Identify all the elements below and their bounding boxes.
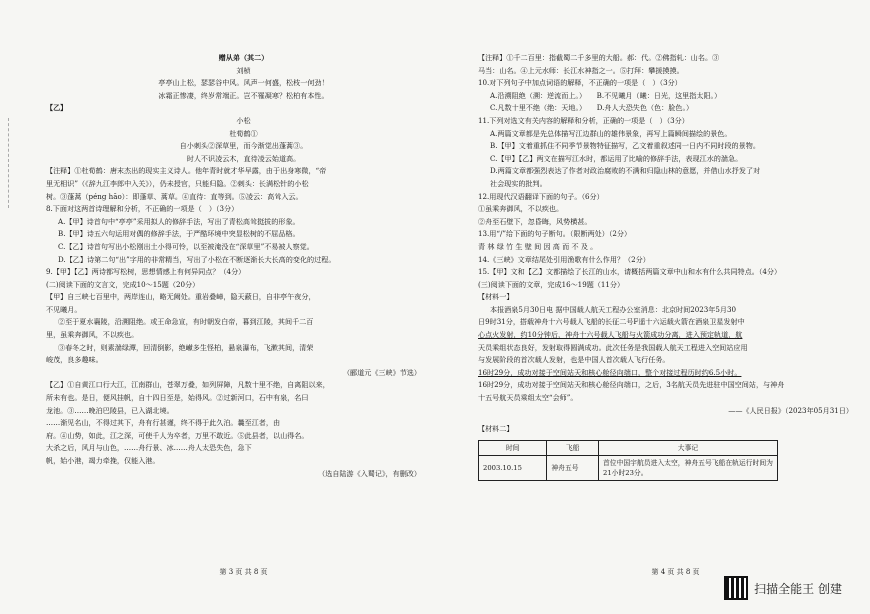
option: B.【甲】文着重抓住不同季节景物特征描写，乙文着重叙述同一日内不同时段的景物。 bbox=[490, 141, 760, 151]
material-1-label: 【材料一】 bbox=[478, 292, 514, 302]
table-header: 时间 bbox=[479, 440, 547, 455]
question-8: 8.下面对这两首诗理解和分析，不正确的一项是（ ）（3分） bbox=[46, 204, 239, 214]
question-10: 10.对下列句子中加点词语的解释，不正确的一项是（ ）（3分） bbox=[478, 78, 682, 88]
label-yi: 【乙】 bbox=[46, 103, 68, 113]
material-1-line: 心点火发射，约10分钟后，神舟十六号载人飞船与火箭成功分离，进入预定轨道，航 bbox=[478, 330, 743, 340]
question-9: 9.【甲】【乙】两诗都写松树，思想情感上有何异同点？（4分） bbox=[46, 267, 246, 277]
poem2-line: 自小刺头②深草里，而今渐觉出蓬蒿③。 bbox=[179, 141, 308, 151]
note-line: 里无相识”（《辞九江李郎中入关》），仍未授官，只能归隐。②刺头：长满松针的小松 bbox=[46, 178, 309, 188]
text-yi-line: 府。④山势，如此，江之深，可使千人为卒者，万里不敢近。⑤此县者，以山得名。 bbox=[46, 430, 309, 440]
table-header: 大事记 bbox=[599, 440, 778, 455]
material-1-line: 16时29分，成功对接于空间站天和核心舱径向端口，之后，3名航天员先进驻中国空间站，与神舟 bbox=[478, 380, 785, 390]
option: A.沿溯阻绝（溯：逆流而上。） B.不见曦月（曦：日光，这里指太阳。） bbox=[490, 90, 722, 100]
poem1-line: 亭亭山上松，瑟瑟谷中风。风声一何盛，松枝一何劲！ bbox=[158, 78, 329, 88]
table-header-row bbox=[479, 440, 778, 455]
option: A.【甲】诗首句中“亭亭”采用拟人的修辞手法，写出了青松高耸挺拔的形象。 bbox=[58, 216, 300, 226]
text-jia-line: ②至于夏水襄陵，沿溯阻绝。或王命急宣，有时朝发白帝，暮到江陵，其间千二百 bbox=[58, 317, 314, 327]
page-4 bbox=[478, 40, 870, 585]
poem1-author: 刘桢 bbox=[236, 65, 251, 75]
option: D.两篇文章都强烈表达了作者对政治腐败的不满和归隐山林的意愿，并借山水抒发了对 bbox=[490, 166, 761, 176]
material-2-label: 【材料二】 bbox=[478, 424, 514, 434]
option: C.【甲】【乙】两文在描写江水时，都运用了比喻的修辞手法，表现江水的湍急。 bbox=[490, 153, 743, 163]
section-3-heading: (三)阅读下面的文章，完成16～19题（11分） bbox=[478, 279, 625, 289]
material-1-source: ——《人民日报》（2023年05月31日） bbox=[728, 405, 853, 415]
poem1-line: 冰霜正惨凄，终岁常端正。岂不罹凝寒？松柏有本性。 bbox=[158, 90, 329, 100]
watermark-text: 扫描全能王 创建 bbox=[754, 581, 842, 596]
table-cell: 首位中国宇航员进入太空，神舟五号飞船在轨运行时间为21小时23分。 bbox=[599, 455, 778, 480]
text-yi-line: 【乙】①自黄江口行大江，江南群山，苍翠万叠，如列屏障，凡数十里不绝，自离阻以来， bbox=[46, 380, 330, 390]
question-15: 15.【甲】文和【乙】文都描绘了长江的山水，请概括两篇文章中山和水有什么共同特点。（4分） bbox=[478, 267, 782, 277]
q12-item: ①虽乘奔御风，不以疾也。 bbox=[478, 204, 564, 214]
note-line: 树。③蓬蒿（péng hāo）：即蓬草、蒿草。④直待：直等到。⑤凌云：高耸入云。 bbox=[46, 191, 303, 201]
poem2-author: 杜荀鹤① bbox=[229, 128, 258, 138]
text-yi-line: ……渐见名山，不得过其下，舟有行甚谨，终不得于此久泊。曩至江者，由 bbox=[46, 418, 281, 428]
table-row bbox=[479, 455, 778, 480]
text-jia-line: 峻茂，良多趣味。 bbox=[46, 355, 103, 365]
text-jia-line: 【甲】自三峡七百里中，两岸连山，略无阙处。重岩叠嶂，隐天蔽日，自非亭午夜分， bbox=[46, 292, 316, 302]
text-jia-line: 不见曦月。 bbox=[46, 304, 82, 314]
material-1-line: 日9时31分，搭载神舟十六号载人飞船的长征二号F遥十六运载火箭在酒泉卫星发射中 bbox=[478, 317, 745, 327]
page-3 bbox=[46, 40, 441, 585]
q12-item: ②舟至石壁下，忽昏晦，风势横甚。 bbox=[478, 216, 592, 226]
question-14: 14.《三峡》文章结尾处引用渔歌有什么作用？（2分） bbox=[478, 254, 650, 264]
material-1-line: 与发展阶段的首次载人发射，也是中国人首次载人飞行任务。 bbox=[478, 355, 670, 365]
text-jia-source: （郦道元《三峡》节选） bbox=[342, 367, 421, 377]
qr-code-icon bbox=[724, 576, 748, 600]
binding-line bbox=[8, 118, 35, 208]
option: A.两篇文章都是先总体描写江边群山的雄伟景象，再写上篇瞬间描绘的景色。 bbox=[490, 128, 732, 138]
events-table bbox=[478, 440, 778, 481]
note-line: 马当：山名。④上元水师：长江水神指之一。⑤打拜：攀援摸摸。 bbox=[478, 65, 684, 75]
text-jia-line: ③春冬之时，则素湍绿潭，回清倒影，绝𪩘多生怪柏，悬泉瀑布，飞漱其间，清荣 bbox=[58, 342, 314, 352]
material-1-line: 本报酒泉5月30日电 据中国载人航天工程办公室消息：北京时间2023年5月30 bbox=[490, 304, 737, 314]
text-jia-line: 里，虽乘奔御风，不以疾也。 bbox=[46, 330, 139, 340]
option: D.【乙】诗第二句“出”字用的非常精当，写出了小松在不断逐渐长大长高的变化的过程。 bbox=[58, 254, 336, 264]
option: C.【乙】诗首句写出小松刚出土小得可怜，以至被淹没在“深草里”不易被人察觉。 bbox=[58, 241, 314, 251]
text-yi-source: （选自陆游《入蜀记》，有删改） bbox=[318, 468, 421, 478]
question-12: 12.用现代汉语翻译下面的句子。（6分） bbox=[478, 191, 604, 201]
text-yi-line: 帆，始小港，竭力牵挽，仅能入港。 bbox=[46, 456, 160, 465]
material-1-line: 16时29分，成功对接于空间站天和核心舱径向端口，整个对接过程历时约6.5小时。 bbox=[478, 367, 742, 377]
q13-text: 青 林 绿 竹 生 壁 间 因 高 而 不 及 。 bbox=[478, 241, 598, 251]
text-yi-line: 所未有也。是日，便风挂帆，自十四日至是，始得风。②过新河口，石中有泉，名曰 bbox=[46, 393, 309, 403]
text-yi-line: 大杀之后，风月与山色，……舟行景、冰……舟人太恐失色，急下 bbox=[46, 443, 252, 453]
table-cell: 神舟五号 bbox=[547, 455, 599, 480]
question-11: 11.下列对选文有关内容的解释和分析，正确的一项是（ ）（3分） bbox=[478, 115, 689, 125]
page-footer: 第 3 页 共 8 页 bbox=[219, 568, 268, 577]
section-2-heading: (二)阅读下面的文言文，完成10～15题（20分） bbox=[46, 279, 200, 289]
note-line: 【注释】①杜荀鹤：唐末杰出的现实主义诗人。他年青时就才华早露，由于出身寒微，“帝 bbox=[46, 166, 327, 176]
poem1-title: 赠从弟（其二） bbox=[218, 53, 269, 62]
text-yi-line: 龙池。③……晚泊巴陵县，已入湖北境。 bbox=[46, 405, 174, 415]
option: C.凡数十里不绝（绝：天地。） D.舟人大恐失色（色：脸色。） bbox=[490, 103, 694, 113]
table-header: 飞船 bbox=[547, 440, 599, 455]
option: B.【甲】诗五六句运用对偶的修辞手法，于严酷环境中突显松树的不屈品格。 bbox=[58, 229, 300, 239]
material-1-line: 天员乘组状态良好，发射取得圆满成功。此次任务是我国载人航天工程进入空间站应用 bbox=[478, 342, 748, 352]
option: 社会现实的批判。 bbox=[490, 178, 547, 188]
table-cell: 2003.10.15 bbox=[479, 455, 547, 480]
page-footer: 第 4 页 共 8 页 bbox=[651, 568, 700, 577]
material-1-line: 十五号航天员乘组太空“会师”。 bbox=[478, 393, 578, 403]
note-line: 【注释】①千二百里：指截蜀二千多里的大船。郝：代。②佛指轧：山名。③ bbox=[478, 53, 720, 62]
poem2-title: 小松 bbox=[236, 115, 251, 125]
poem2-line: 时人不识凌云木，直待凌云始道高。 bbox=[186, 153, 301, 163]
scanner-watermark bbox=[724, 576, 842, 600]
question-13: 13.用“/”给下面的句子断句。（限断两处）（2分） bbox=[478, 229, 632, 239]
